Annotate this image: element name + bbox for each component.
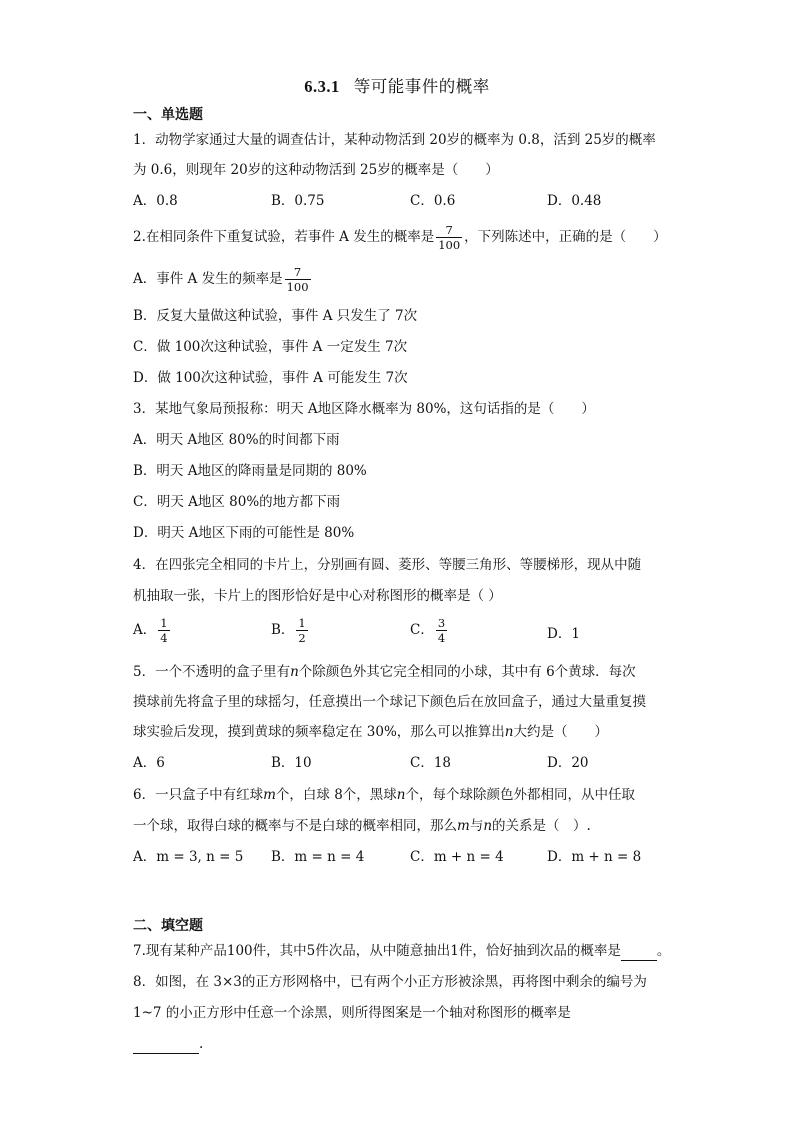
q5-stem-line2: 摸球前先将盒子里的球摇匀，任意摸出一个球记下颜色后在放回盒子，通过大量重复摸 [133,694,646,710]
q8-end: . [199,1036,204,1052]
q6-line1-a: 6．一只盒子中有红球 [133,787,264,803]
q4-option-b-fraction [296,616,307,645]
q4-option-b [271,616,310,645]
q4-option-a-numerator: 1 [160,616,168,630]
page-title [0,73,794,97]
q4-stem-line2: 机抽取一张，卡片上的图形恰好是中心对称图形的概率是（ ） [133,588,502,604]
q5-line3-var-n: n [504,724,514,740]
q4-option-c-denominator: 4 [437,631,446,645]
q5-stem-line1 [133,662,636,682]
q6-line2-b: 的关系是（ ）. [492,818,591,834]
q5-line1-b: 个除颜色外其它完全相同的小球，其中有 6个黄球．每次 [298,664,636,680]
q2-fraction [436,223,462,252]
q6-var-n: n [396,787,406,803]
q4-option-c-numerator: 3 [437,616,446,630]
q5-option-c: C．18 [410,755,452,771]
q5-line3-b: 大约是（ ） [513,724,608,740]
q2-option-c: C．做 100次这种试验，事件 A 一定发生 7次 [133,339,408,355]
q7-text: 7.现有某种产品100件，其中5件次品，从中随意抽出1件，恰好抽到次品的概率是 [133,943,621,959]
q5-option-a: A．6 [133,755,165,771]
q6-option-c: C．m + n = 4 [410,849,504,865]
section-heading-single-choice: 一、单选题 [133,107,203,123]
q5-option-b: B．10 [271,755,312,771]
q6-line2-var-m: m [457,818,470,834]
q2-option-a-text: A．事件 A 发生的频率是 [133,271,283,287]
q2-option-a [133,264,313,294]
q4-option-a-label: A． [133,622,157,638]
q2-option-b: B．反复大量做这种试验，事件 A 只发生了 7次 [133,308,418,324]
q6-options [133,847,693,871]
q2-option-a-denominator: 100 [286,280,309,294]
q3-option-a: A．明天 A地区 80%的时间都下雨 [133,432,340,448]
q5-line3-a: 球实验后发现，摸到黄球的频率稳定在 30%，那么可以推算出 [133,724,505,740]
q8-stem-line2: 1~7 的小正方形中任意一个涂黑，则所得图案是一个轴对称图形的概率是 [133,1005,571,1021]
q4-option-b-denominator: 2 [298,631,306,645]
q4-option-d: D．1 [547,626,580,642]
q6-line2-var-n: n [483,818,493,834]
q6-line1-b: 个，白球 8个，黑球 [275,787,397,803]
q3-option-b: B．明天 A地区的降雨量是同期的 80% [133,463,367,479]
q6-option-b: B．m = n = 4 [271,849,365,865]
q1-option-b: B．0.75 [271,193,325,209]
q8-stem-line1: 8．如图，在 3×3的正方形网格中，已有两个小正方形被涂黑，再将图中剩余的编号为 [133,974,647,990]
q4-option-b-label: B． [271,622,295,638]
q1-option-d: D．0.48 [547,193,602,209]
q4-option-c [410,616,449,645]
q4-option-c-fraction [436,616,447,645]
q5-line1-a: 5．一个不透明的盒子里有 [133,664,291,680]
q3-option-d: D．明天 A地区下雨的可能性是 80% [133,525,355,541]
q4-option-a-denominator: 4 [160,631,168,645]
q1-stem-line1: 1．动物学家通过大量的调查估计，某种动物活到 20岁的概率为 0.8，活到 25岁的概率 [133,132,656,148]
q2-stem [133,222,667,252]
q6-option-d: D．m + n = 8 [547,849,642,865]
q6-stem-line1 [133,785,635,805]
q3-option-c: C．明天 A地区 80%的地方都下雨 [133,494,341,510]
q7-stem [133,941,670,961]
q7-answer-blank [621,946,657,961]
q2-option-d: D．做 100次这种试验，事件 A 可能发生 7次 [133,370,408,386]
q2-stem-before: 2.在相同条件下重复试验，若事件 A 发生的概率是 [133,229,435,245]
q1-stem-line2: 为 0.6，则现年 20岁的这种动物活到 25岁的概率是（ ） [133,162,499,178]
q5-stem-line3 [133,722,608,742]
q6-line1-c: 个，每个球除颜色外都相同，从中任取 [405,787,635,803]
title-text: 等可能事件的概率 [353,77,490,96]
q2-frac-numerator: 7 [445,223,453,237]
q6-option-a: A．m = 3, n = 5 [133,849,244,865]
q1-option-a: A．0.8 [133,193,178,209]
q5-options [133,753,693,777]
q2-frac-denominator: 100 [438,238,461,252]
q6-var-m: m [263,787,276,803]
q6-line2-a: 一个球，取得白球的概率与不是白球的概率相同，那么 [133,818,457,834]
q6-stem-line2 [133,816,591,836]
q5-var-n: n [290,664,299,680]
q4-option-a-fraction [158,616,169,645]
q4-options [133,616,693,650]
section-heading-fill-blank: 二、填空题 [133,918,203,934]
q4-option-b-numerator: 1 [298,616,306,630]
q2-option-a-numerator: 7 [293,265,302,279]
q2-stem-after: ，下列陈述中，正确的是（ ） [464,229,667,245]
q8-answer-line [133,1034,203,1054]
q7-end: 。 [656,943,671,959]
q1-options [133,191,693,215]
q4-option-a [133,616,172,645]
q4-stem-line1: 4．在四张完全相同的卡片上，分别画有圆、菱形、等腰三角形、等腰梯形，现从中随 [133,557,642,573]
q3-stem: 3．某地气象局预报称：明天 A地区降水概率为 80%，这句话指的是（ ） [133,401,595,417]
q6-line2-mid: 与 [469,818,484,834]
title-number: 6.3.1 [304,77,340,96]
q5-option-d: D．20 [547,755,589,771]
q1-option-c: C．0.6 [410,193,456,209]
q8-answer-blank [133,1039,199,1054]
q4-option-c-label: C． [410,622,434,638]
q2-option-a-fraction [285,265,311,294]
